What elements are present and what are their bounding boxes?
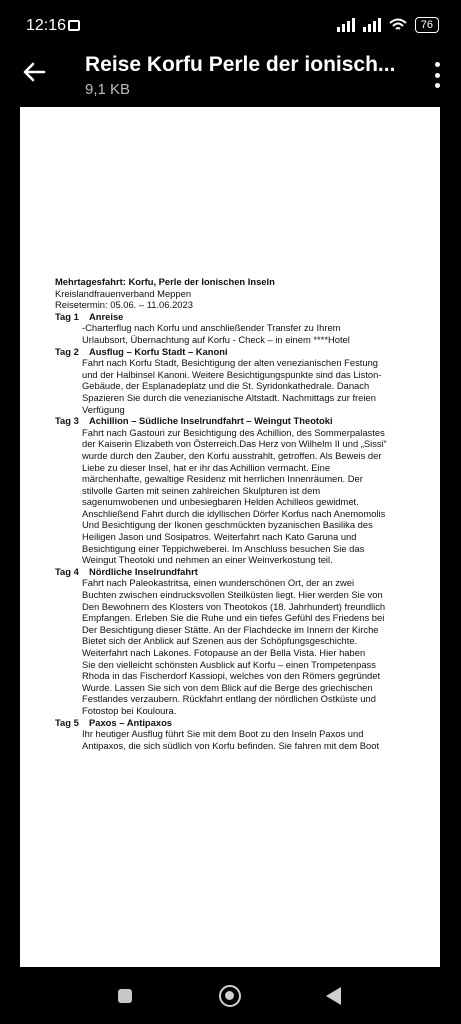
day-text-line: -Charterflug nach Korfu und anschließender Transfer zu Ihrem bbox=[82, 322, 341, 334]
day-section bbox=[55, 311, 430, 346]
day-title: Ausflug – Korfu Stadt – Kanoni bbox=[89, 345, 228, 357]
day-heading bbox=[55, 717, 430, 729]
signal-strength-icon bbox=[337, 18, 355, 32]
day-label: Tag 2 bbox=[55, 345, 79, 357]
file-size: 9,1 KB bbox=[85, 81, 131, 98]
day-text-line: Fotostop bei Kouloura. bbox=[82, 704, 177, 716]
day-heading bbox=[55, 415, 430, 427]
day-text-line: Bietet sich der Anblick auf Szenen aus der Schöpfungsgeschichte. bbox=[82, 635, 358, 647]
day-text-line: Festlandes verzaubern. Rückfahrt entlang der nördlichen Ostküste und bbox=[82, 693, 376, 705]
day-text-line: Besichtigung einer Teppichweberei. Im Anschluss besuchen Sie das bbox=[82, 542, 365, 554]
day-text-line: Liebe zu dieser Insel, hat er ihr das Achillion vermacht. Eine bbox=[82, 461, 331, 473]
day-text-line: Fahrt nach Korfu Stadt, Besichtigung der alten venezianischen Festung bbox=[82, 357, 379, 369]
day-text-line: Buchten zwischen eindrucksvollen Steilküsten liegt. Hier werden Sie von bbox=[82, 589, 383, 601]
recent-apps-button[interactable] bbox=[118, 989, 132, 1003]
day-title: Anreise bbox=[89, 310, 124, 322]
day-section bbox=[55, 415, 430, 566]
day-text-line: Weiterfahrt nach Lakones. Fotopause an der Bella Vista. Hier haben bbox=[82, 647, 366, 658]
day-text-line: märchenhafte, gewaltige Residenz mit herrlichen Innenräumen. Der bbox=[82, 473, 363, 485]
trip-heading: Mehrtagesfahrt: Korfu, Perle der Ionischen Inseln bbox=[55, 276, 275, 287]
day-text-line: Antipaxos, die sich südlich von Korfu befinden. Sie fahren mit dem Boot bbox=[82, 739, 380, 751]
status-bar bbox=[0, 0, 461, 50]
back-button[interactable] bbox=[326, 987, 341, 1005]
day-text-line: der Kaiserin Elizabeth von Österreich.Das Herz von Wilhelm II und „Sissi“ bbox=[82, 438, 387, 450]
back-arrow-icon[interactable] bbox=[20, 58, 48, 86]
system-nav-bar bbox=[0, 968, 461, 1024]
document-page bbox=[20, 107, 440, 967]
day-text-line: Weingut Theotoki und nehmen an einer Weinverkostung teil. bbox=[82, 554, 333, 566]
document-content bbox=[55, 276, 430, 751]
day-text-line: Gebäude, der Esplanadeplatz und die St. Syridonkathedrale. Danach bbox=[82, 380, 370, 392]
message-notification-icon bbox=[68, 20, 80, 31]
day-text-line: Urlaubsort, Übernachtung auf Korfu - Check – in einem ****Hotel bbox=[82, 333, 350, 345]
day-text-line: Spazieren Sie durch die venezianische Altstadt. Nachmittags zur freien bbox=[82, 391, 376, 403]
day-label: Tag 3 bbox=[55, 415, 79, 427]
day-section bbox=[55, 346, 430, 416]
day-heading bbox=[55, 566, 430, 578]
day-text-line: Anschließend Fahrt durch die idyllischen Dörfer Korfus nach Anemomolis bbox=[82, 507, 386, 519]
document-title: Reise Korfu Perle der ionisch... bbox=[85, 53, 396, 76]
day-label: Tag 5 bbox=[55, 716, 79, 728]
day-text-line: Und Besichtigung der Ikonen geschmückten byzanischen Basilika des bbox=[82, 519, 373, 531]
day-text-line: Verfügung bbox=[82, 403, 125, 415]
day-label: Tag 4 bbox=[55, 565, 79, 577]
travel-dates: Reisetermin: 05.06. – 11.06.2023 bbox=[55, 299, 193, 311]
day-text-line: wurde durch den Zauber, den Korfu ausstrahlt, getroffen. Als Beweis der bbox=[82, 449, 382, 461]
battery-icon: 76 bbox=[415, 17, 439, 33]
more-options-icon[interactable] bbox=[433, 62, 441, 88]
day-title: Nördliche Inselrundfahrt bbox=[89, 565, 198, 577]
day-text-line: sagenumwobenen und unbesiegbaren Helden Achilleos gewidmet. bbox=[82, 496, 359, 508]
home-button[interactable] bbox=[219, 985, 241, 1007]
day-title: Paxos – Antipaxos bbox=[89, 716, 173, 728]
day-text-line: Fahrt nach Paleokastritsa, einen wunderschönen Ort, der an zwei bbox=[82, 577, 355, 589]
day-text-line: Empfangen. Erleben Sie die Ruhe und ein tiefes Gefühl des Friedens bei bbox=[82, 612, 385, 624]
day-text-line: Ihr heutiger Ausflug führt Sie mit dem Boot zu den Inseln Paxos und bbox=[82, 728, 364, 740]
day-text-line: Sie den vielleicht schönsten Ausblick auf Korfu – einen Trompetenpass bbox=[82, 658, 376, 670]
day-heading bbox=[55, 311, 430, 323]
day-text-line: Heiligen Jason und Sosipatros. Weiterfahrt nach Kato Garuna und bbox=[82, 531, 357, 543]
day-text-line: Rhoda in das Fischerdorf Kassiopi, welches von den Römers gegründet bbox=[82, 670, 381, 682]
day-text-line: Der Besichtigung dieser Stätte. An der Flachdecke im Innern der Kirche bbox=[82, 623, 379, 635]
day-section bbox=[55, 717, 430, 752]
signal-strength-2-icon bbox=[363, 18, 381, 32]
day-heading bbox=[55, 346, 430, 358]
status-time: 12:16 bbox=[26, 17, 67, 34]
day-text-line: stilvolle Garten mit seinen zahlreichen Skulpturen ist dem bbox=[82, 484, 321, 496]
app-bar bbox=[0, 50, 461, 107]
day-text-line: Den Bewohnern des Klosters von Theotokos (18. Jahrhundert) freundlich bbox=[82, 600, 386, 612]
wifi-icon bbox=[389, 18, 407, 32]
day-text-line: und der Halbinsel Kanoni. Weitere Besichtigungspunkte sind das Liston- bbox=[82, 368, 382, 380]
day-label: Tag 1 bbox=[55, 310, 79, 322]
day-text-line: Wurde. Lassen Sie sich von dem Blick auf die Berge des griechischen bbox=[82, 681, 373, 693]
organizer: Kreislandfrauenverband Meppen bbox=[55, 287, 192, 299]
day-section bbox=[55, 566, 430, 717]
day-title: Achillion – Südliche Inselrundfahrt – Weingut Theotoki bbox=[89, 415, 333, 427]
day-text-line: Fahrt nach Gastouri zur Besichtigung des Achillion, des Sommerpalastes bbox=[82, 426, 385, 438]
